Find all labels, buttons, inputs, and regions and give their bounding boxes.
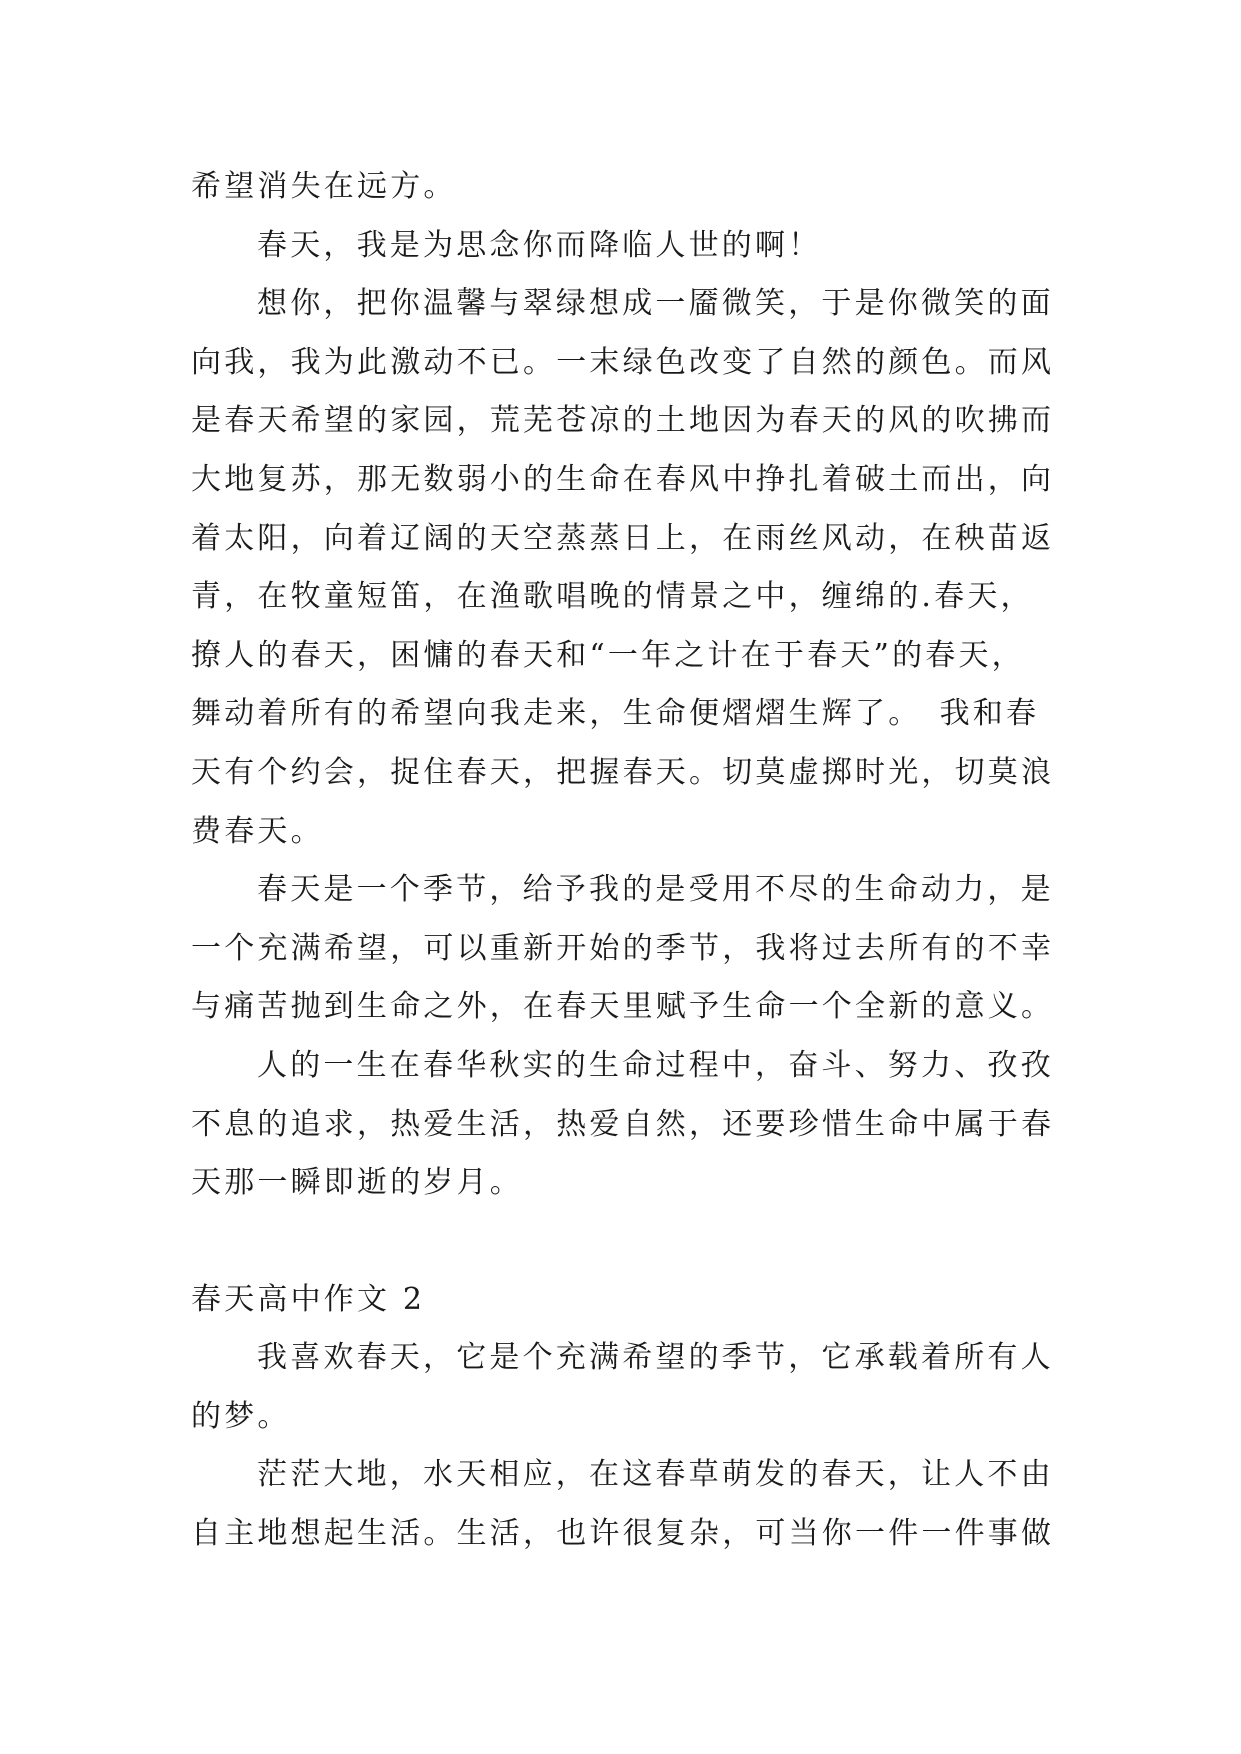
paragraph: 春天，我是为思念你而降临人世的啊！ bbox=[257, 227, 822, 263]
paragraph: 我喜欢春天，它是个充满希望的季节，它承载着所有人 的梦。 bbox=[191, 1340, 1054, 1434]
paragraph: 人的一生在春华秋实的生命过程中，奋斗、努力、孜孜 不息的追求，热爱生活，热爱自然，还要珍惜生命中属于春 天那一瞬即逝的岁月。 bbox=[191, 1047, 1055, 1201]
paragraph: 想你，把你温馨与翠绿想成一靥微笑，于是你微笑的面 向我，我为此激动不已。一末绿色改变了自然的颜色。而风 是春天希望的家园，荒芜苍凉的土地因为春天的风的吹拂而 大地复苏，那无数弱小的生命在春风中挣扎着破土而出，向 着太阳，向着辽阔的天空蒸蒸日上，在雨丝风动，在秧苗返 青，在牧童短笛，在渔歌唱晚的情景之中，缠绵的.春天， 撩人的春天，困慵的春天和“一年之计在于春天”的春天， 舞动着所有的希望向我走来，生命便熠熠生辉了。 我和春 天有个约会，捉住春天，把握春天。切莫虚掷时光，切莫浪 费春天。 bbox=[191, 286, 1055, 849]
section-title: 春天高中作文 2 bbox=[191, 1281, 426, 1317]
section-spacer bbox=[191, 1213, 1071, 1271]
document-body bbox=[191, 158, 1071, 1564]
paragraph-continuation: 希望消失在远方。 bbox=[191, 169, 457, 204]
paragraph: 茫茫大地，水天相应，在这春草萌发的春天，让人不由 自主地想起生活。生活，也许很复杂，可当你一件一件事做 bbox=[191, 1457, 1055, 1552]
paragraph: 春天是一个季节，给予我的是受用不尽的生命动力，是 一个充满希望，可以重新开始的季节，我将过去所有的不幸 与痛苦抛到生命之外，在春天里赋予生命一个全新的意义。 bbox=[191, 872, 1055, 1025]
